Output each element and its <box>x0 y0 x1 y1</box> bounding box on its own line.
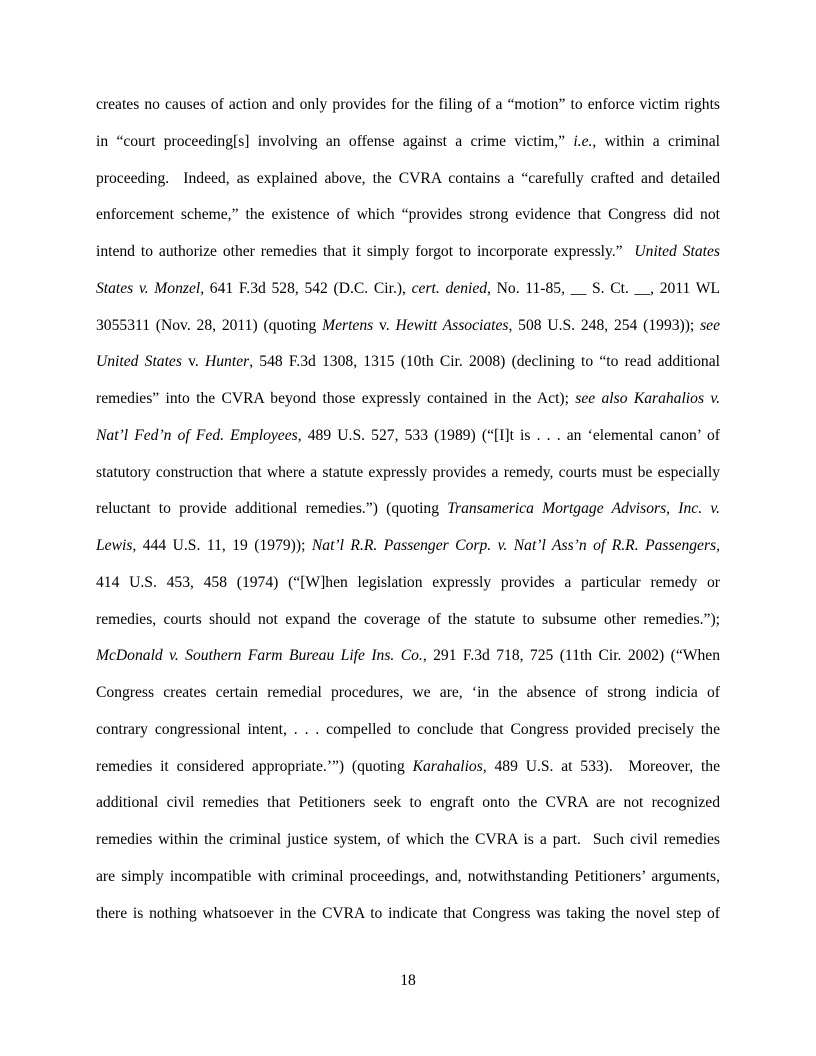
italic-text-run: Mertens <box>322 316 374 334</box>
text-line <box>96 168 720 205</box>
text-run: , 291 F.3d 718, 725 (11th Cir. 2002) (“When <box>422 647 720 665</box>
text-run: 3055311 (Nov. 28, 2011) (quoting <box>96 316 323 334</box>
italic-text-run: Nat’l Fed’n of Fed. Employees, <box>96 426 302 444</box>
text-line <box>96 645 720 682</box>
text-run: remedies within the criminal justice system, of which the CVRA is a part. Such civil remedies <box>96 831 720 848</box>
text-run: v. <box>373 316 396 334</box>
text-run: , No. 11-85, __ S. Ct. __, 2011 WL <box>487 279 720 297</box>
text-run: v. <box>181 353 205 371</box>
text-run: are simply incompatible with criminal proceedings, and, notwithstanding Petitioners’ arguments, <box>96 867 720 885</box>
text-line <box>96 131 720 168</box>
italic-text-run: Hunter <box>205 353 250 371</box>
text-line <box>96 204 720 241</box>
text-run: 489 U.S. 527, 533 (1989) (“[I]t is . . . an ‘elemental canon’ of <box>301 426 720 444</box>
text-run: there is nothing whatsoever in the CVRA to indicate that Congress was taking the novel step of <box>96 904 720 922</box>
text-line <box>96 829 720 866</box>
text-line <box>96 462 720 499</box>
text-line <box>96 498 720 535</box>
italic-text-run: United States <box>96 353 182 371</box>
page-number: 18 <box>400 972 416 989</box>
text-run: 444 U.S. 11, 19 (1979)); <box>136 537 312 554</box>
text-line <box>96 351 720 388</box>
text-line <box>96 756 720 793</box>
text-run: , 641 F.3d 528, 542 (D.C. Cir.), <box>200 279 412 297</box>
text-line <box>96 792 720 829</box>
text-line <box>96 94 720 131</box>
text-run: , within a criminal <box>592 132 720 150</box>
text-line <box>96 572 720 609</box>
text-run: reluctant to provide additional remedies.”) (quoting <box>96 500 448 518</box>
text-run: in “court proceeding[s] involving an offense against a crime victim,” <box>96 132 574 150</box>
text-line <box>96 425 720 462</box>
text-run: proceeding. Indeed, as explained above, the CVRA contains a “carefully crafted and detailed <box>96 169 720 187</box>
text-run: remedies, courts should not expand the coverage of the statute to subsume other remedies.”); <box>96 610 720 628</box>
text-run: statutory construction that where a statute expressly provides a remedy, courts must be especially <box>96 463 720 481</box>
text-line <box>96 682 720 719</box>
italic-text-run: States v. Monzel <box>96 279 201 297</box>
italic-text-run: cert. denied <box>411 279 488 297</box>
italic-text-run: McDonald v. Southern Farm Bureau Life Ins. Co. <box>96 647 423 665</box>
text-run: , 508 U.S. 248, 254 (1993)); <box>508 316 701 334</box>
text-line <box>96 903 720 940</box>
text-line <box>96 609 720 646</box>
italic-text-run: see also Karahalios v. <box>575 390 720 407</box>
italic-text-run: Nat’l R.R. Passenger Corp. v. Nat’l Ass’n of R.R. Passengers, <box>311 537 720 554</box>
text-run: 489 U.S. at 533). Moreover, the <box>486 757 721 775</box>
italic-text-run: i.e. <box>573 132 593 150</box>
text-run: Congress creates certain remedial procedures, we are, ‘in the absence of strong indicia of <box>96 684 720 701</box>
italic-text-run: see <box>700 316 720 334</box>
italic-text-run: Karahalios, <box>412 757 487 775</box>
text-run: remedies” into the CVRA beyond those expressly contained in the Act); <box>96 390 576 407</box>
text-run: , 548 F.3d 1308, 1315 (10th Cir. 2008) (declining to “to read additional <box>249 353 720 371</box>
text-run: remedies it considered appropriate.’”) (quoting <box>96 757 413 775</box>
text-line <box>96 278 720 315</box>
text-line <box>96 388 720 425</box>
text-line <box>96 866 720 903</box>
text-run: 414 U.S. 453, 458 (1974) (“[W]hen legislation expressly provides a particular remedy or <box>96 573 720 591</box>
text-run: intend to authorize other remedies that it simply forgot to incorporate expressly.” <box>96 243 635 260</box>
text-run: additional civil remedies that Petitioners seek to engraft onto the CVRA are not recognized <box>96 794 720 812</box>
italic-text-run: Hewitt Associates <box>395 316 509 334</box>
italic-text-run: Transamerica Mortgage Advisors, Inc. v. <box>447 500 720 518</box>
text-line <box>96 535 720 572</box>
italic-text-run: Lewis, <box>96 537 137 554</box>
text-run: enforcement scheme,” the existence of which “provides strong evidence that Congress did not <box>96 206 720 224</box>
body-text <box>96 94 720 939</box>
text-run: contrary congressional intent, . . . compelled to conclude that Congress provided precisely the <box>96 720 720 738</box>
text-line <box>96 241 720 278</box>
text-line <box>96 315 720 352</box>
text-line <box>96 719 720 756</box>
text-run: creates no causes of action and only provides for the filing of a “motion” to enforce victim rights <box>96 96 720 113</box>
italic-text-run: United States <box>634 243 720 260</box>
